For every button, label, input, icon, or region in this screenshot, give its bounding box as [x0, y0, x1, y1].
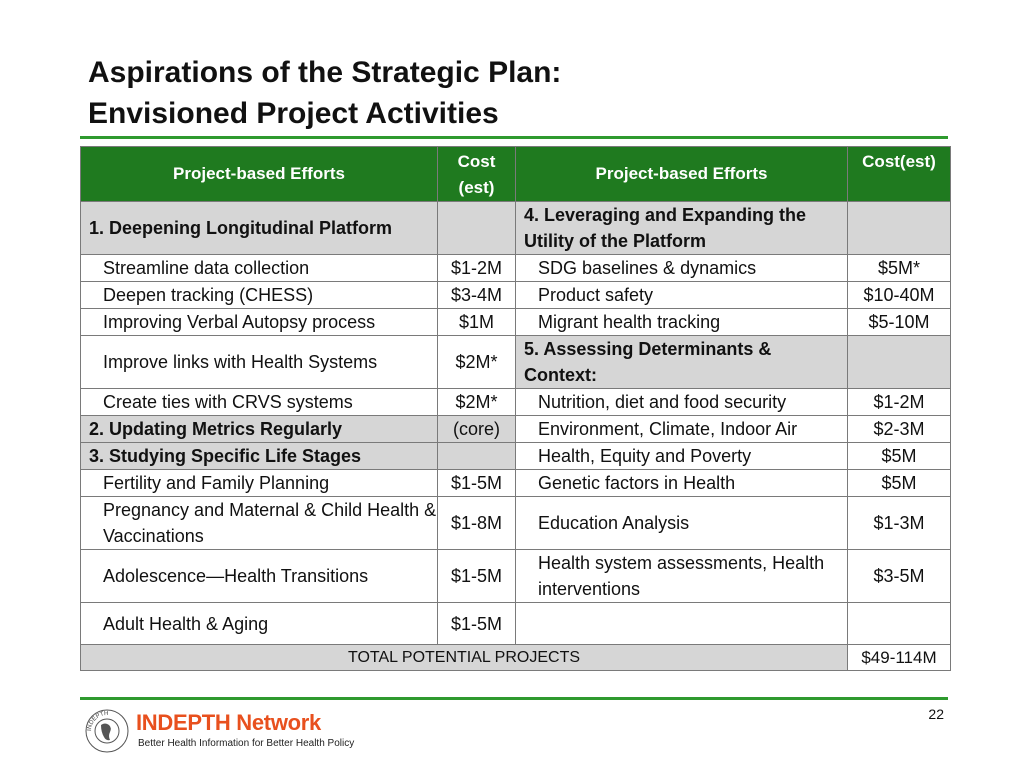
left-cost: $3-4M — [438, 282, 516, 309]
header-cost-left: Cost (est) — [438, 147, 516, 202]
left-cost — [438, 443, 516, 470]
right-cost: $1-2M — [848, 389, 951, 416]
right-cost: $5-10M — [848, 309, 951, 336]
right-effort: Environment, Climate, Indoor Air — [516, 416, 848, 443]
globe-seal-icon — [84, 708, 130, 754]
seal-text: INDEPTH — [86, 710, 109, 732]
right-cost: $3-5M — [848, 550, 951, 603]
left-effort: 3. Studying Specific Life Stages — [81, 443, 438, 470]
right-effort: 4. Leveraging and Expanding the Utility of the Platform — [516, 202, 848, 255]
brand-tagline: Better Health Information for Better Health Policy — [138, 738, 355, 749]
right-effort: Genetic factors in Health — [516, 470, 848, 497]
left-effort: 1. Deepening Longitudinal Platform — [81, 202, 438, 255]
right-effort: Health, Equity and Poverty — [516, 443, 848, 470]
left-effort: Streamline data collection — [81, 255, 438, 282]
left-cost: $1M — [438, 309, 516, 336]
left-cost: $1-5M — [438, 550, 516, 603]
indepth-logo — [84, 708, 364, 756]
table-header-row — [81, 147, 951, 202]
table-row — [81, 336, 951, 389]
title-line-1: Aspirations of the Strategic Plan: — [88, 56, 562, 89]
left-cost: $1-8M — [438, 497, 516, 550]
table-row — [81, 309, 951, 336]
table-row — [81, 255, 951, 282]
right-cost: $1-3M — [848, 497, 951, 550]
page-number: 22 — [928, 706, 944, 722]
left-effort: Improving Verbal Autopsy process — [81, 309, 438, 336]
left-effort: Deepen tracking (CHESS) — [81, 282, 438, 309]
header-efforts-right: Project-based Efforts — [516, 147, 848, 202]
left-effort: Adolescence—Health Transitions — [81, 550, 438, 603]
left-effort: Improve links with Health Systems — [81, 336, 438, 389]
right-cost — [848, 336, 951, 389]
total-label: TOTAL POTENTIAL PROJECTS — [81, 645, 848, 671]
right-cost — [848, 202, 951, 255]
right-cost — [848, 603, 951, 645]
right-effort: Education Analysis — [516, 497, 848, 550]
header-cost-right: Cost(est) — [848, 147, 951, 202]
left-cost: (core) — [438, 416, 516, 443]
right-cost: $5M — [848, 443, 951, 470]
right-effort: Migrant health tracking — [516, 309, 848, 336]
right-effort: Product safety — [516, 282, 848, 309]
table-row — [81, 389, 951, 416]
table-row — [81, 470, 951, 497]
left-cost: $2M* — [438, 336, 516, 389]
brand-name: INDEPTH Network — [136, 710, 321, 735]
table-row — [81, 416, 951, 443]
right-effort — [516, 603, 848, 645]
left-cost: $2M* — [438, 389, 516, 416]
right-cost: $5M* — [848, 255, 951, 282]
title-line-2: Envisioned Project Activities — [88, 97, 499, 130]
right-cost: $10-40M — [848, 282, 951, 309]
right-effort: 5. Assessing Determinants & Context: — [516, 336, 848, 389]
left-effort: Fertility and Family Planning — [81, 470, 438, 497]
top-green-rule — [80, 136, 948, 139]
left-cost: $1-5M — [438, 603, 516, 645]
right-effort: Health system assessments, Health interventions — [516, 550, 848, 603]
right-effort: Nutrition, diet and food security — [516, 389, 848, 416]
header-efforts-left: Project-based Efforts — [81, 147, 438, 202]
right-cost: $5M — [848, 470, 951, 497]
left-cost: $1-5M — [438, 470, 516, 497]
table-row — [81, 282, 951, 309]
table-row — [81, 202, 951, 255]
table-row — [81, 550, 951, 603]
left-effort: Adult Health & Aging — [81, 603, 438, 645]
total-value: $49-114M — [848, 645, 951, 671]
table-row — [81, 443, 951, 470]
bottom-green-rule — [80, 697, 948, 700]
left-effort: Pregnancy and Maternal & Child Health & Vaccinations — [81, 497, 438, 550]
project-activities-table — [80, 146, 951, 671]
left-cost — [438, 202, 516, 255]
table-row — [81, 497, 951, 550]
left-effort: Create ties with CRVS systems — [81, 389, 438, 416]
left-cost: $1-2M — [438, 255, 516, 282]
right-effort: SDG baselines & dynamics — [516, 255, 848, 282]
slide-title — [88, 52, 561, 134]
right-cost: $2-3M — [848, 416, 951, 443]
table-row — [81, 603, 951, 645]
total-row — [81, 645, 951, 671]
left-effort: 2. Updating Metrics Regularly — [81, 416, 438, 443]
